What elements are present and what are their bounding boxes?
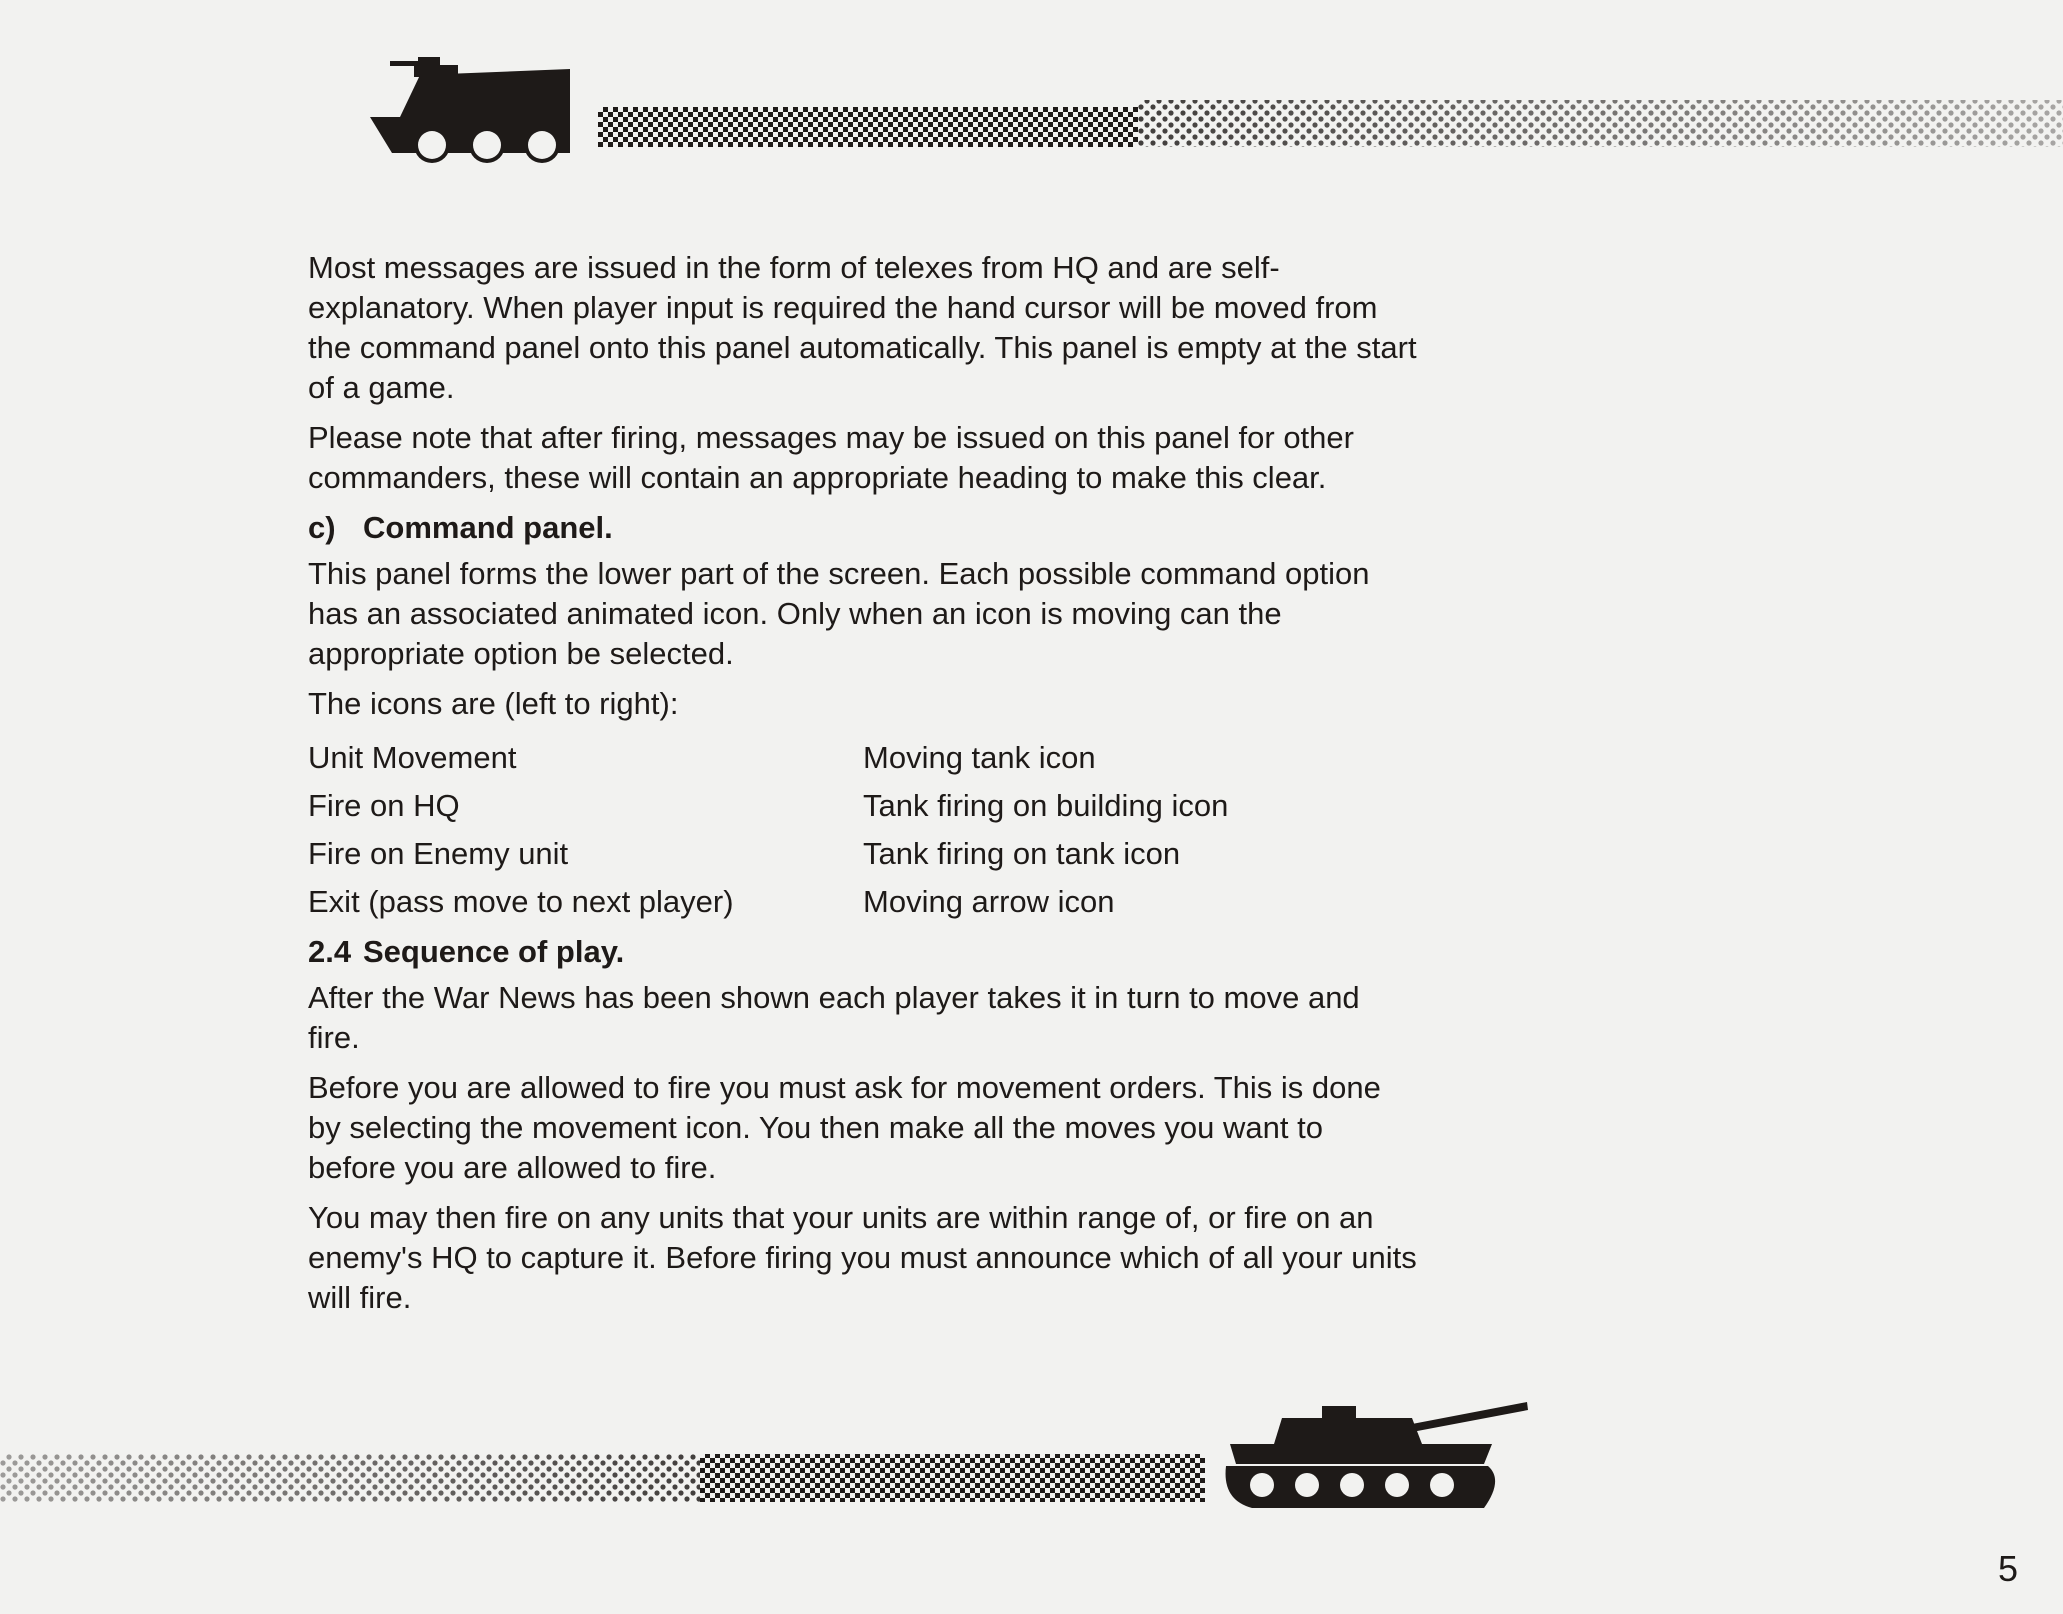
- battle-tank-icon: [1222, 1400, 1532, 1510]
- icon-description: Moving tank icon: [863, 740, 1096, 775]
- bottom-dotted-band: [0, 1448, 1205, 1508]
- sequence-paragraph-2: Before you are allowed to fire you must ask for movement orders. This is done by selecting the movement icon. You then make all the moves you want to before you are allowed to fire.: [308, 1070, 1381, 1185]
- page-number: 5: [1998, 1548, 2019, 1589]
- section-b-paragraph-1: Most messages are issued in the form of telexes from HQ and are self-explanatory. When player input is required the hand cursor will be moved from the command panel onto this panel automatically. This panel is empty at the start of a game.: [308, 250, 1417, 405]
- icon-description: Tank firing on building icon: [863, 788, 1229, 823]
- manual-page-body: [308, 248, 1418, 1328]
- sequence-of-play-heading: [308, 932, 1418, 972]
- section-b-paragraph-2: Please note that after firing, messages may be issued on this panel for other commanders, these will contain an appropriate heading to make this clear.: [308, 420, 1354, 495]
- command-panel-paragraph-2: The icons are (left to right):: [308, 686, 679, 721]
- command-name: Exit (pass move to next player): [308, 884, 734, 919]
- sequence-paragraph-3: You may then fire on any units that your units are within range of, or fire on an enemy's HQ to capture it. Before firing you must announce which of all your units will fire.: [308, 1200, 1417, 1315]
- command-icon-table: [308, 734, 1418, 926]
- command-name: Fire on HQ: [308, 788, 460, 823]
- sequence-of-play-title: Sequence of play.: [363, 934, 625, 969]
- sequence-of-play-number: 2.4: [308, 934, 352, 969]
- command-panel-heading-label: c): [308, 510, 336, 545]
- icon-description: Tank firing on tank icon: [863, 836, 1181, 871]
- icon-table-row: [308, 878, 1418, 926]
- command-panel-paragraph-1: This panel forms the lower part of the screen. Each possible command option has an associated animated icon. Only when an icon is moving can the appropriate option be selected.: [308, 556, 1370, 671]
- icon-description: Moving arrow icon: [863, 884, 1115, 919]
- top-dotted-band: [598, 92, 2063, 152]
- command-panel-heading-title: Command panel.: [363, 510, 613, 545]
- command-name: Fire on Enemy unit: [308, 836, 569, 871]
- armoured-car-icon: [370, 55, 575, 170]
- icon-table-row: [308, 830, 1418, 878]
- icon-table-row: [308, 734, 1418, 782]
- command-name: Unit Movement: [308, 740, 517, 775]
- command-panel-heading: [308, 508, 1418, 548]
- icon-table-row: [308, 782, 1418, 830]
- sequence-paragraph-1: After the War News has been shown each player takes it in turn to move and fire.: [308, 980, 1360, 1055]
